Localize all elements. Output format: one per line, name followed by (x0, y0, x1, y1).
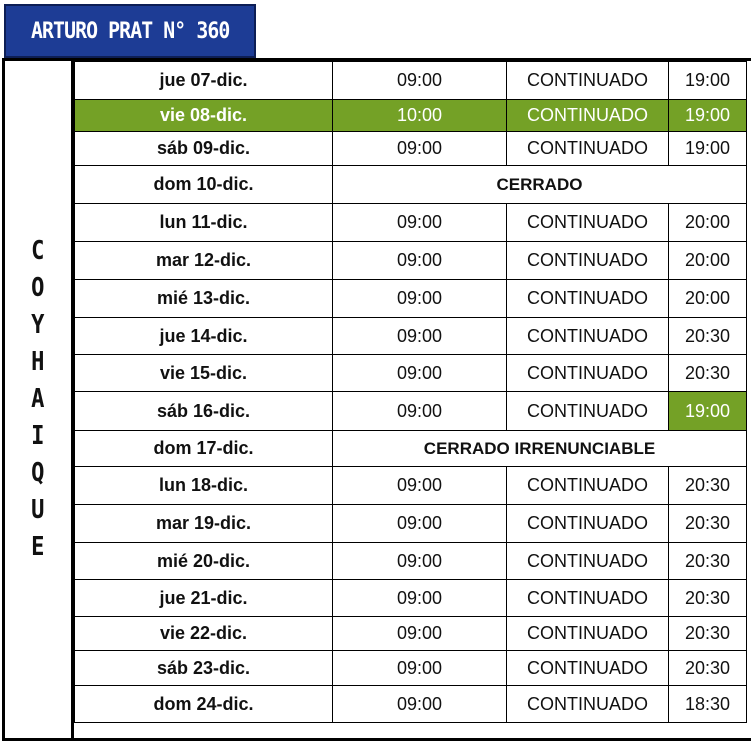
store-address-header (4, 4, 256, 58)
closing-time-cell: 20:30 (669, 651, 747, 686)
closing-time-cell: 20:00 (669, 280, 747, 318)
city-letter: E (31, 532, 45, 562)
closing-time-cell: 19:00 (669, 392, 747, 431)
store-address-title: ARTURO PRAT N° 360 (30, 18, 230, 44)
schedule-row (75, 355, 747, 392)
schedule-row (75, 166, 747, 204)
closing-time-cell: 20:00 (669, 204, 747, 242)
city-letter: Q (31, 458, 45, 488)
closing-time-cell: 20:30 (669, 580, 747, 617)
date-cell: dom 10-dic. (75, 166, 333, 204)
opening-time-cell: 09:00 (333, 132, 507, 166)
closing-time-cell: 20:30 (669, 355, 747, 392)
schedule-mode-cell: CONTINUADO (507, 686, 669, 723)
closing-time-cell: 20:30 (669, 467, 747, 505)
date-cell: vie 08-dic. (75, 100, 333, 132)
schedule-mode-cell: CONTINUADO (507, 62, 669, 100)
closing-time-cell: 19:00 (669, 132, 747, 166)
date-cell: mié 20-dic. (75, 543, 333, 580)
date-cell: mar 12-dic. (75, 242, 333, 280)
schedule-mode-cell: CONTINUADO (507, 280, 669, 318)
schedule-table (74, 61, 747, 723)
date-cell: vie 22-dic. (75, 617, 333, 651)
schedule-mode-cell: CONTINUADO (507, 580, 669, 617)
date-cell: sáb 23-dic. (75, 651, 333, 686)
schedule-mode-cell: CONTINUADO (507, 355, 669, 392)
closing-time-cell: 19:00 (669, 100, 747, 132)
date-cell: mié 13-dic. (75, 280, 333, 318)
opening-time-cell: 09:00 (333, 204, 507, 242)
schedule-row (75, 467, 747, 505)
schedule-row (75, 318, 747, 355)
date-cell: dom 24-dic. (75, 686, 333, 723)
opening-time-cell: 09:00 (333, 651, 507, 686)
schedule-row (75, 431, 747, 467)
opening-time-cell: 09:00 (333, 505, 507, 543)
schedule-row (75, 100, 747, 132)
opening-time-cell: 09:00 (333, 242, 507, 280)
schedule-row (75, 242, 747, 280)
schedule-row (75, 62, 747, 100)
closing-time-cell: 20:30 (669, 318, 747, 355)
schedule-mode-cell: CONTINUADO (507, 467, 669, 505)
city-name-vertical (5, 61, 74, 738)
closing-time-cell: 19:00 (669, 62, 747, 100)
schedule-row (75, 580, 747, 617)
date-cell: mar 19-dic. (75, 505, 333, 543)
date-cell: sáb 16-dic. (75, 392, 333, 431)
schedule-row (75, 686, 747, 723)
schedule-row (75, 651, 747, 686)
opening-time-cell: 09:00 (333, 355, 507, 392)
opening-time-cell: 09:00 (333, 318, 507, 355)
schedule-mode-cell: CONTINUADO (507, 204, 669, 242)
opening-time-cell: 09:00 (333, 686, 507, 723)
opening-time-cell: 09:00 (333, 543, 507, 580)
schedule-row (75, 132, 747, 166)
opening-time-cell: 09:00 (333, 617, 507, 651)
opening-time-cell: 09:00 (333, 280, 507, 318)
city-letter: A (31, 384, 45, 414)
opening-time-cell: 09:00 (333, 467, 507, 505)
city-letter: C (31, 236, 45, 266)
date-cell: lun 18-dic. (75, 467, 333, 505)
date-cell: dom 17-dic. (75, 431, 333, 467)
closing-time-cell: 20:30 (669, 505, 747, 543)
closing-time-cell: 20:30 (669, 543, 747, 580)
schedule-mode-cell: CONTINUADO (507, 100, 669, 132)
city-letter: H (31, 347, 45, 377)
city-letter: U (31, 495, 45, 525)
schedule-mode-cell: CONTINUADO (507, 242, 669, 280)
schedule-mode-cell: CONTINUADO (507, 318, 669, 355)
opening-time-cell: 09:00 (333, 62, 507, 100)
schedule-mode-cell: CONTINUADO (507, 392, 669, 431)
date-cell: jue 07-dic. (75, 62, 333, 100)
city-letter: I (31, 421, 45, 451)
closing-time-cell: 18:30 (669, 686, 747, 723)
date-cell: sáb 09-dic. (75, 132, 333, 166)
date-cell: lun 11-dic. (75, 204, 333, 242)
opening-time-cell: 09:00 (333, 392, 507, 431)
schedule-mode-cell: CONTINUADO (507, 505, 669, 543)
schedule-mode-cell: CONTINUADO (507, 651, 669, 686)
schedule-mode-cell: CONTINUADO (507, 132, 669, 166)
schedule-row (75, 543, 747, 580)
city-letter: O (31, 273, 45, 303)
closed-status-cell: CERRADO IRRENUNCIABLE (333, 431, 747, 467)
opening-time-cell: 09:00 (333, 580, 507, 617)
schedule-mode-cell: CONTINUADO (507, 617, 669, 651)
schedule-row (75, 280, 747, 318)
closing-time-cell: 20:00 (669, 242, 747, 280)
city-letter: Y (31, 310, 45, 340)
schedule-row (75, 392, 747, 431)
schedule-row (75, 617, 747, 651)
closed-status-cell: CERRADO (333, 166, 747, 204)
date-cell: vie 15-dic. (75, 355, 333, 392)
date-cell: jue 21-dic. (75, 580, 333, 617)
date-cell: jue 14-dic. (75, 318, 333, 355)
schedule-row (75, 204, 747, 242)
schedule-row (75, 505, 747, 543)
closing-time-cell: 20:30 (669, 617, 747, 651)
opening-time-cell: 10:00 (333, 100, 507, 132)
schedule-mode-cell: CONTINUADO (507, 543, 669, 580)
